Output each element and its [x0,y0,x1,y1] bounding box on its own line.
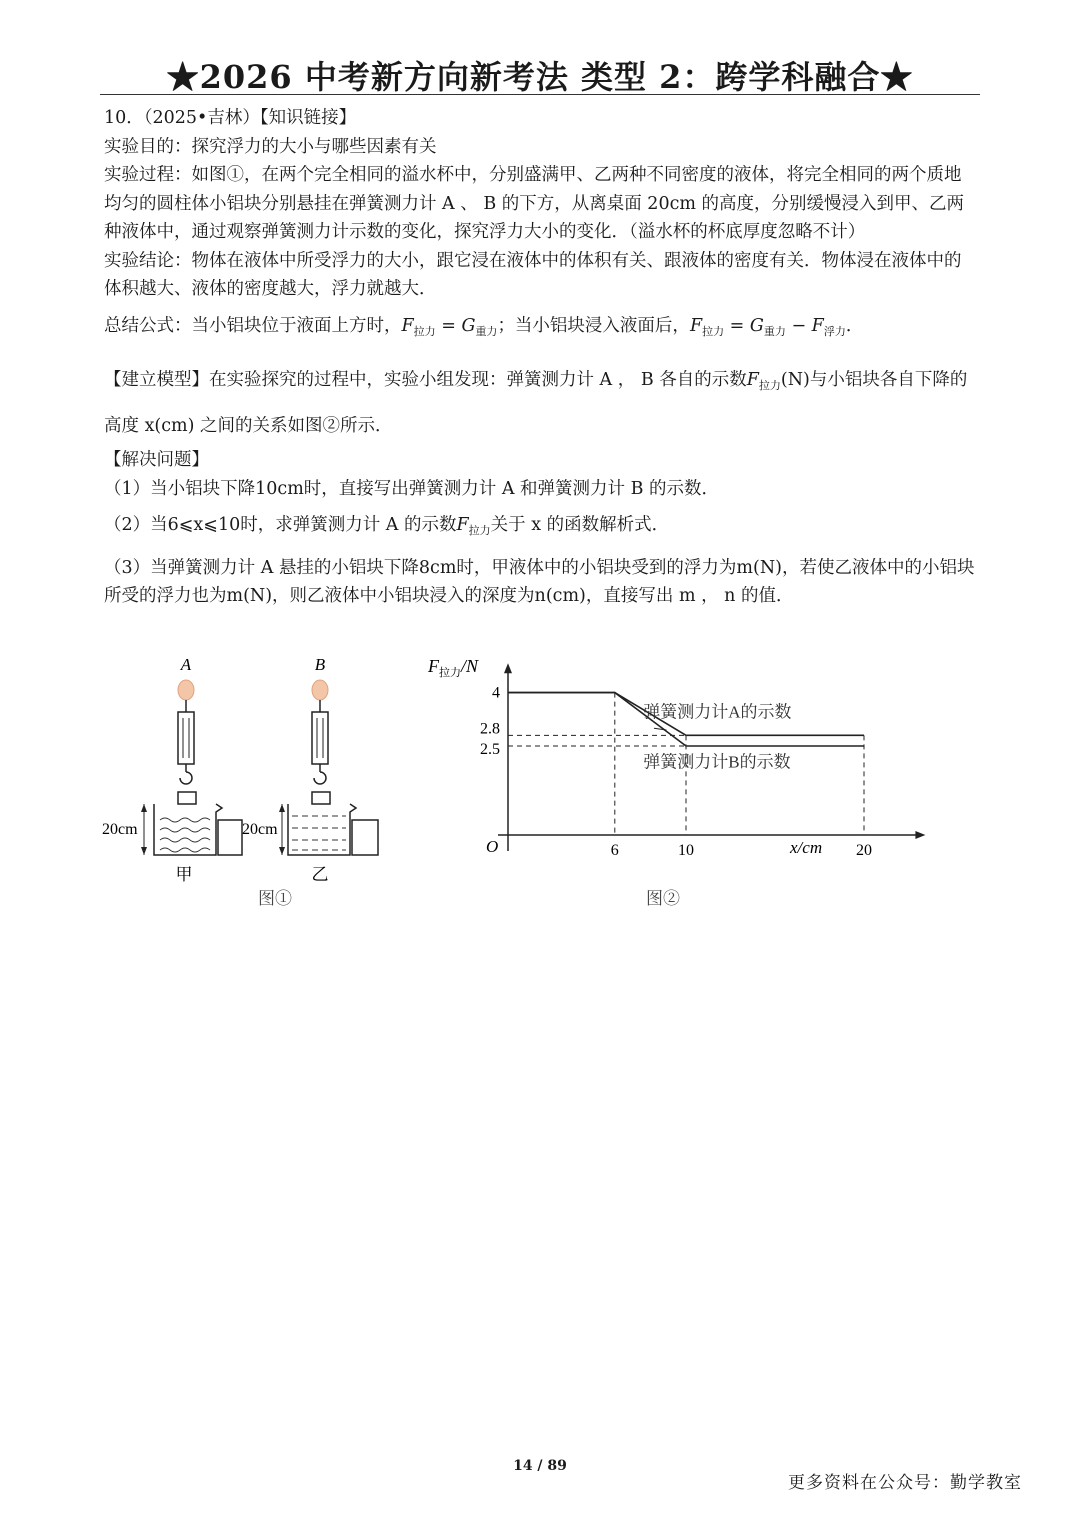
question-3: （3）当弹簧测力计 A 悬挂的小铝块下降8cm时，甲液体中的小铝块受到的浮力为m(N)，若使乙液体中的小铝块所受的浮力也为m(N)，则乙液体中小铝块浸入的深度为n(cm)，直接写出 m ， n 的值． [104,557,975,606]
footer-note: 更多资料在公众号：勤学教室 [788,1473,1022,1493]
x-axis-arrow [915,831,925,839]
height-label-a: 20cm [102,821,138,838]
label-b: B [314,655,326,674]
y-tick-label: 2.8 [480,720,500,738]
y-axis-arrow [504,663,512,673]
aluminum-block-a [178,792,196,804]
figure2-caption: 图② [646,889,680,908]
y-axis-label: $F_{拉力}/N$ [428,656,479,679]
liquid-label-b: 乙 [311,865,329,884]
liquid-label-a: 甲 [175,865,193,884]
y-tick-label: 2.5 [480,741,500,758]
experiment-conclusion: 实验结论：物体在液体中所受浮力的大小，跟它浸在液体中的体积有关、跟液体的密度有关．物体浸在液体中的体积越大、液体的密度越大，浮力就越大． [104,250,962,299]
series-label-b: 弹簧测力计B的示数 [643,752,791,772]
aluminum-block-b [312,792,330,804]
problem-content [104,104,978,611]
page-number: 14 / 89 [513,1458,567,1474]
page-header: ★2026 中考新方向新考法 类型 2：跨学科融合★ [166,58,914,96]
series-label-a: 弹簧测力计A的示数 [643,702,792,722]
label-a: A [180,655,192,674]
beaker-b [352,820,378,855]
hand-icon [312,680,328,700]
build-model: 【建立模型】在实验探究的过程中，实验小组发现：弹簧测力计 A ， B 各自的示数$F_{拉力}(N)$与小铝块各自下降的高度 x(cm) 之间的关系如图②所示． [104,370,968,436]
header-rule [100,94,980,95]
question-1: （1）当小铝块下降10cm时，直接写出弹簧测力计 A 和弹簧测力计 B 的示数． [104,478,720,499]
y-tick-label: 4 [492,684,500,702]
summary-formula: 总结公式：当小铝块位于液面上方时，$F_{拉力} = G_{重力}$；当小铝块浸入液面后，$F_{拉力} = G_{重力} - F_{浮力}$． [104,315,864,338]
hand-icon [178,680,194,700]
force-chart [420,646,872,916]
experiment-process: 实验过程：如图①，在两个完全相同的溢水杯中，分别盛满甲、乙两种不同密度的液体，将完全相同的两个质地均匀的圆柱体小铝块分别悬挂在弹簧测力计 A 、 B 的下方，从离桌面 20cm 的高度，分别缓慢浸入到甲、乙两种液体中，通过观察弹簧测力计示数的变化，探究浮力大小的变化．（溢水杯的杯底厚度忽略不计） [104,165,965,242]
x-axis-label: x/cm [790,838,823,857]
beaker-a [218,820,242,855]
figure1-caption: 图① [258,889,292,908]
spring-scale-a [178,712,194,764]
question-2: （2）当6⩽x⩽10时，求弹簧测力计 A 的示数$F_{拉力}$关于 x 的函数解析式． [104,515,670,537]
height-label-b: 20cm [242,821,278,838]
problem-title: 10．（2025•吉林）【知识链接】 [104,108,357,128]
experiment-purpose: 实验目的：探究浮力的大小与哪些因素有关 [104,136,437,157]
overflow-cup-b [288,804,356,855]
solve-title: 【解决问题】 [104,450,209,470]
x-tick-label: 10 [678,842,694,859]
overflow-cup-a [154,804,222,855]
experiment-figure [100,652,400,912]
spring-scale-b [312,712,328,764]
origin-label: O [486,837,499,856]
x-tick-label: 20 [856,842,872,859]
x-tick-label: 6 [610,842,619,859]
